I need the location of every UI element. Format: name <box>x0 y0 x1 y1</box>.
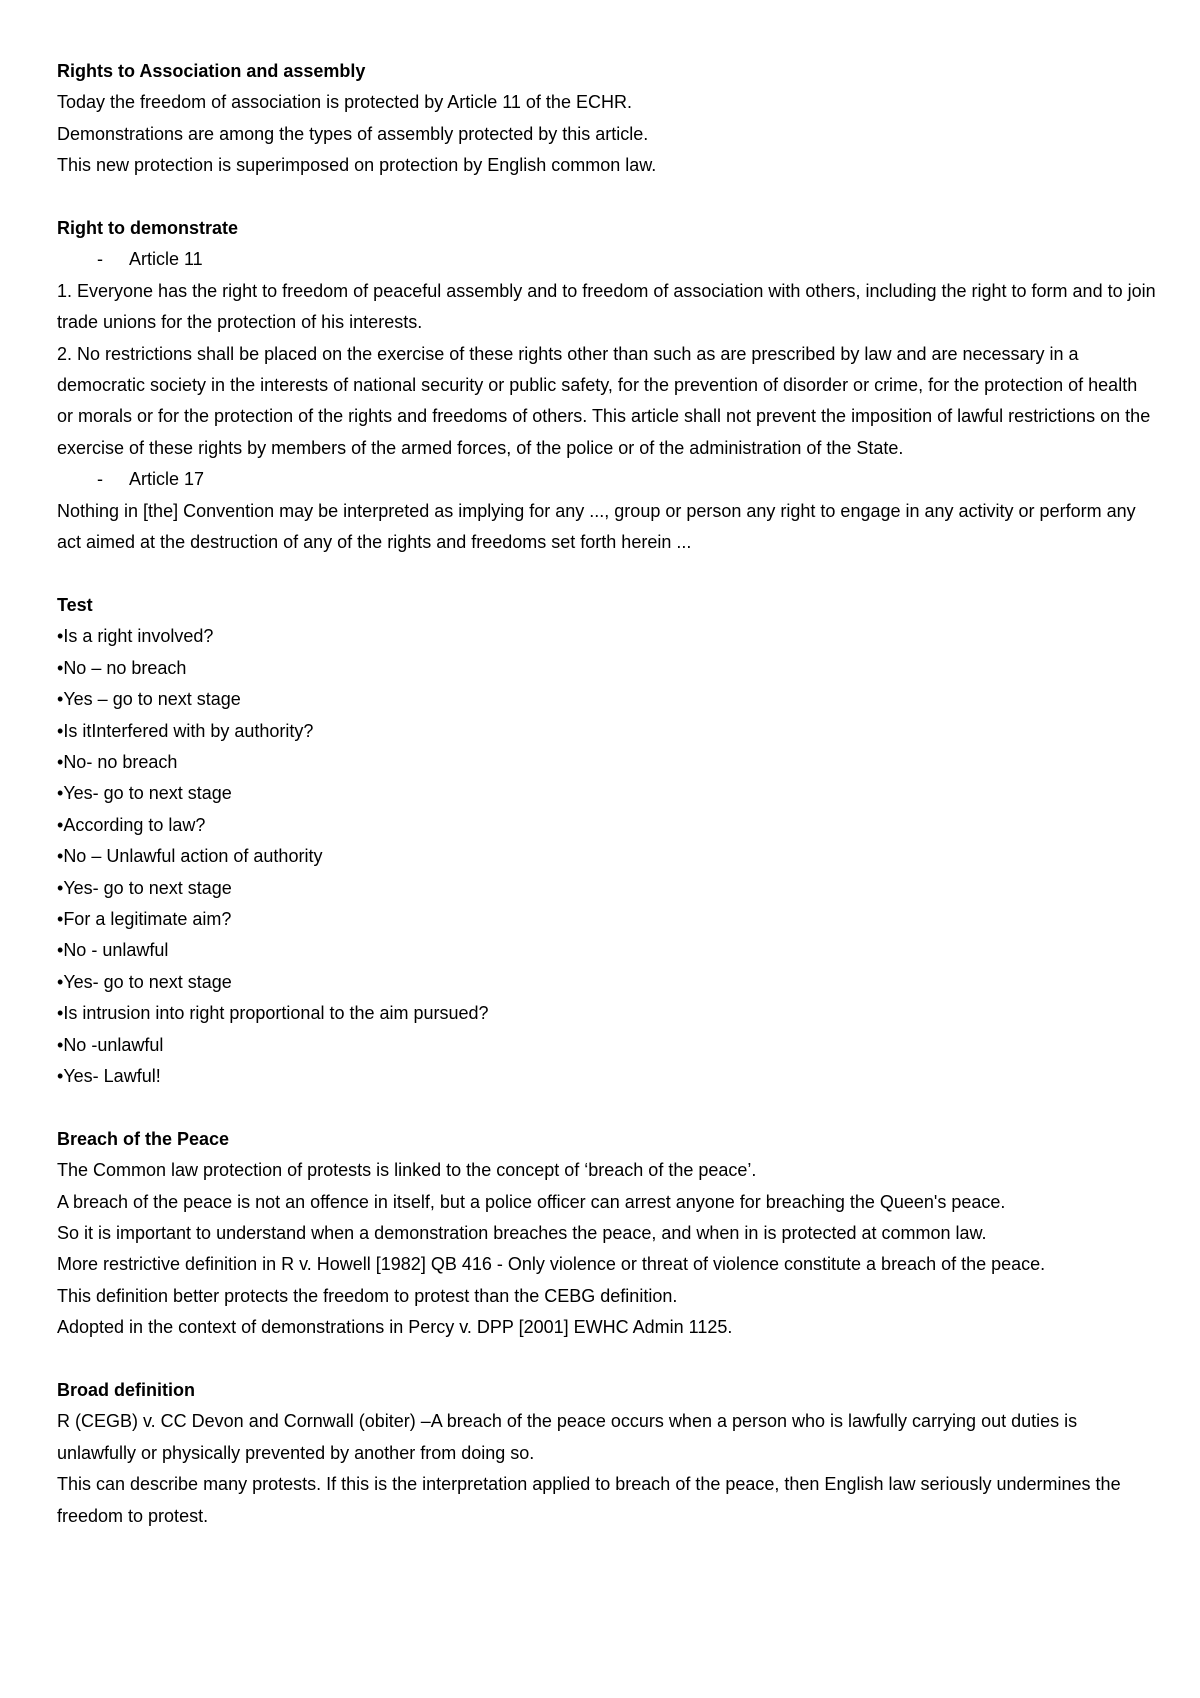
section-heading: Broad definition <box>57 1380 195 1400</box>
bullet-icon: • <box>57 877 64 898</box>
bullet-text: Is itInterfered with by authority? <box>63 720 314 741</box>
section-heading: Breach of the Peace <box>57 1128 230 1149</box>
bullet-icon: • <box>57 689 64 710</box>
bullet-text: For a legitimate aim? <box>63 908 232 929</box>
bullet-text: No – no breach <box>63 657 187 678</box>
test-bullet-item <box>57 841 1157 872</box>
section-right-to-demonstrate <box>57 213 1157 558</box>
section-heading: Test <box>57 594 93 615</box>
paragraph-line: A breach of the peace is not an offence in itself, but a police officer can arrest anyone for breaching the Queen's peace. <box>57 1191 1006 1212</box>
bullet-text: Is intrusion into right proportional to the aim pursued? <box>63 1003 489 1024</box>
article-11-paragraph-1: 1. Everyone has the right to freedom of peaceful assembly and to freedom of association with others, including the right to form and to join trade unions for the protection of his interests. <box>57 280 1156 333</box>
bullet-icon: • <box>57 626 64 647</box>
paragraph-line: This definition better protects the freedom to protest than the CEBG definition. <box>57 1285 678 1306</box>
bullet-text: Yes – go to next stage <box>63 689 241 710</box>
article-11-paragraph-2: 2. No restrictions shall be placed on the exercise of these rights other than such as are prescribed by law and are necessary in a democratic society in the interests of national security or public safety, for the prevention of disorder or crime, for the protection of health or morals or for the protection of the rights and freedoms of others. This article shall not prevent the imposition of lawful restrictions on the exercise of these rights by members of the armed forces, of the police or of the administration of the State. <box>57 343 1151 458</box>
section-heading: Rights to Association and assembly <box>57 61 366 81</box>
bullet-icon: • <box>57 657 64 678</box>
paragraph-line: More restrictive definition in R v. Howell [1982] QB 416 - Only violence or threat of violence constitute a breach of the peace. <box>57 1254 1046 1275</box>
paragraph-line: The Common law protection of protests is linked to the concept of ‘breach of the peace’. <box>57 1160 757 1181</box>
test-bullet-item <box>57 1030 1157 1061</box>
bullet-icon: • <box>57 971 64 992</box>
paragraph-line: Adopted in the context of demonstrations in Percy v. DPP [2001] EWHC Admin 1125. <box>57 1317 733 1338</box>
test-bullet-item <box>57 904 1157 935</box>
bullet-text: According to law? <box>63 814 206 835</box>
section-breach-of-peace <box>57 1124 1157 1344</box>
article-17-label: - Article 17 <box>97 469 205 490</box>
bullet-text: No- no breach <box>63 751 178 772</box>
bullet-text: No - unlawful <box>63 940 169 961</box>
test-bullet-item <box>57 1061 1157 1092</box>
test-bullet-item <box>57 684 1157 715</box>
bullet-text: No -unlawful <box>63 1034 164 1055</box>
paragraph-line: So it is important to understand when a demonstration breaches the peace, and when in is protected at common law. <box>57 1222 987 1243</box>
bullet-icon: • <box>57 1065 64 1086</box>
bullet-text: Yes- Lawful! <box>63 1065 161 1086</box>
test-bullet-item <box>57 747 1157 778</box>
section-association <box>57 56 1157 182</box>
test-bullet-item <box>57 935 1157 966</box>
bullet-icon: • <box>57 1034 64 1055</box>
test-bullet-item <box>57 653 1157 684</box>
test-bullet-item <box>57 621 1157 652</box>
bullet-icon: • <box>57 720 64 741</box>
section-heading: Right to demonstrate <box>57 218 239 239</box>
section-test <box>57 590 1157 1093</box>
bullet-icon: • <box>57 1003 64 1024</box>
test-bullet-item <box>57 716 1157 747</box>
article-17-paragraph: Nothing in [the] Convention may be interpreted as implying for any ..., group or person any right to engage in any activity or perform any act aimed at the destruction of any of the rights and freedoms set forth herein ... <box>57 500 1136 553</box>
paragraph-line: Demonstrations are among the types of assembly protected by this article. <box>57 123 649 144</box>
bullet-icon: • <box>57 783 64 804</box>
bullet-icon: • <box>57 940 64 961</box>
article-11-label: - Article 11 <box>97 249 203 270</box>
bullet-icon: • <box>57 846 64 867</box>
test-bullet-item <box>57 810 1157 841</box>
paragraph-line: R (CEGB) v. CC Devon and Cornwall (obiter) –A breach of the peace occurs when a person who is lawfully carrying out duties is unlawfully or physically prevented by another from doing so. <box>57 1411 1078 1463</box>
paragraph-line: This can describe many protests. If this is the interpretation applied to breach of the peace, then English law seriously undermines the freedom to protest. <box>57 1474 1121 1526</box>
bullet-text: Is a right involved? <box>63 626 214 647</box>
test-bullet-item <box>57 998 1157 1029</box>
paragraph-line: Today the freedom of association is protected by Article 11 of the ECHR. <box>57 92 632 113</box>
test-bullet-item <box>57 778 1157 809</box>
bullet-icon: • <box>57 814 64 835</box>
test-bullet-list <box>57 621 1157 1092</box>
bullet-icon: • <box>57 908 64 929</box>
test-bullet-item <box>57 873 1157 904</box>
bullet-text: Yes- go to next stage <box>63 783 232 804</box>
document-page <box>57 56 1157 1532</box>
section-broad-definition <box>57 1375 1157 1532</box>
bullet-icon: • <box>57 751 64 772</box>
bullet-text: No – Unlawful action of authority <box>63 846 323 867</box>
test-bullet-item <box>57 967 1157 998</box>
bullet-text: Yes- go to next stage <box>63 971 232 992</box>
bullet-text: Yes- go to next stage <box>63 877 232 898</box>
paragraph-line: This new protection is superimposed on protection by English common law. <box>57 155 657 176</box>
